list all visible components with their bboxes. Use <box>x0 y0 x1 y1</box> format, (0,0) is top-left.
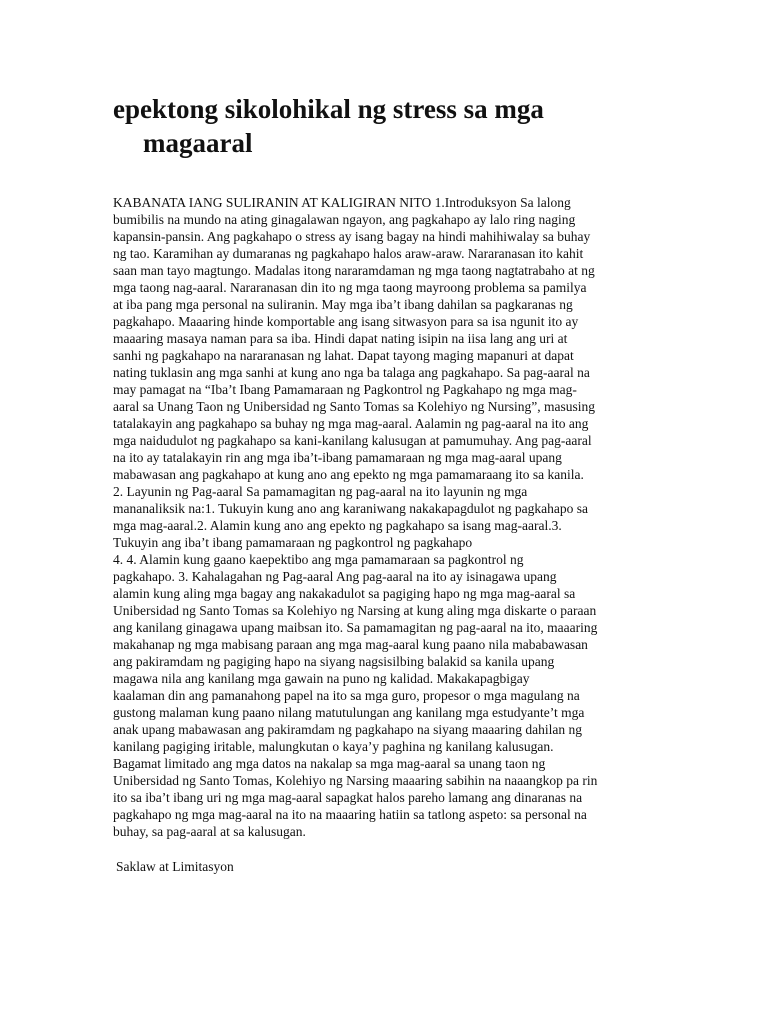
body-line: mga taong nag-aaral. Nararanasan din ito ng mga taong mayroong problema sa pamilya <box>113 280 587 295</box>
body-line: 4. 4. Alamin kung gaano kaepektibo ang mga pamamaraan sa pagkontrol ng <box>113 552 524 567</box>
body-line: sanhi ng pagkahapo na nararanasan ng lahat. Dapat tayong maging mapanuri at dapat <box>113 348 574 363</box>
body-line: Tukuyin ang iba’t ibang pamamaraan ng pagkontrol ng pagkahapo <box>113 535 473 550</box>
body-line: makahanap ng mga mabisang paraan ang mga mag-aaral kung paano nila mababawasan <box>113 637 588 652</box>
body-line: aaral sa Unang Taon ng Unibersidad ng Santo Tomas sa Kolehiyo ng Nursing”, masusing <box>113 399 596 414</box>
body-line: may pamagat na “Iba’t Ibang Pamamaraan ng Pagkontrol ng Pagkahapo ng mga mag- <box>113 382 577 397</box>
body-line: nating tuklasin ang mga sanhi at kung ano nga ba talaga ang pagkahapo. Sa pag-aaral na <box>113 365 590 380</box>
body-line: na ito ay tatalakayin rin ang mga iba’t-ibang pamamaraan ng mga mag-aaral upang <box>113 450 562 465</box>
document-body <box>113 194 658 840</box>
body-line: Unibersidad ng Santo Tomas sa Kolehiyo ng Narsing at kung aling mga diskarte o paraan <box>113 603 597 618</box>
body-line: KABANATA IANG SULIRANIN AT KALIGIRAN NITO 1.Introduksyon Sa lalong <box>113 195 571 210</box>
body-line: 2. Layunin ng Pag-aaral Sa pamamagitan ng pag-aaral na ito layunin ng mga <box>113 484 528 499</box>
body-line: ang pakiramdam ng pagiging hapo na siyang nagsisilbing balakid sa kanila upang <box>113 654 555 669</box>
section-heading: Saklaw at Limitasyon <box>116 859 234 874</box>
body-line: gustong malaman kung paano nilang matutulungan ang kanilang mga estudyante’t mga <box>113 705 585 720</box>
body-line: saan man tayo magtungo. Madalas itong nararamdaman ng mga taong nagtatrabaho at ng <box>113 263 595 278</box>
body-line: magawa nila ang kanilang mga gawain na puno ng kalidad. Makakapagbigay <box>113 671 530 686</box>
body-line: maaaring masaya naman para sa iba. Hindi dapat nating isipin na iisa lang ang uri at <box>113 331 568 346</box>
document-title-line-1: epektong sikolohikal ng stress sa mga <box>113 94 544 124</box>
body-line: kaalaman din ang pamanahong papel na ito sa mga guro, propesor o mga magulang na <box>113 688 580 703</box>
document-title-line-2: magaaral <box>143 128 253 158</box>
body-line: Unibersidad ng Santo Tomas, Kolehiyo ng Narsing maaaring sabihin na naaangkop pa rin <box>113 773 598 788</box>
body-line: mga naidudulot ng pagkahapo sa kani-kanilang kalusugan at pamumuhay. Ang pag-aaral <box>113 433 592 448</box>
body-line: Bagamat limitado ang mga datos na nakalap sa mga mag-aaral sa unang taon ng <box>113 756 546 771</box>
body-line: ng tao. Karamihan ay dumaranas ng pagkahapo halos araw-araw. Nararanasan ito kahit <box>113 246 584 261</box>
document-title <box>113 92 658 160</box>
body-line: ang kanilang ginagawa upang maibsan ito. Sa pamamagitan ng pag-aaral na ito, maaaring <box>113 620 598 635</box>
body-line: kanilang pagiging iritable, malungkutan o kaya’y paghina ng kanilang kalusugan. <box>113 739 554 754</box>
body-line: ito sa iba’t ibang uri ng mga mag-aaral sapagkat halos pareho lamang ang dinaranas na <box>113 790 583 805</box>
body-line: alamin kung aling mga bagay ang nakakadulot sa pagiging hapo ng mga mag-aaral sa <box>113 586 576 601</box>
body-line: pagkahapo. 3. Kahalagahan ng Pag-aaral Ang pag-aaral na ito ay isinagawa upang <box>113 569 557 584</box>
document-page <box>113 92 658 875</box>
body-line: mga mag-aaral.2. Alamin kung ano ang epekto ng pagkahapo sa isang mag-aaral.3. <box>113 518 562 533</box>
body-line: tatalakayin ang pagkahapo sa buhay ng mga mag-aaral. Aalamin ng pag-aaral na ito ang <box>113 416 589 431</box>
body-line: pagkahapo ng mga mag-aaral na ito na maaaring hatiin sa tatlong aspeto: sa personal na <box>113 807 587 822</box>
body-line: mananaliksik na:1. Tukuyin kung ano ang karaniwang nakakapagdulot ng pagkahapo sa <box>113 501 589 516</box>
body-line: at iba pang mga personal na suliranin. May mga iba’t ibang dahilan sa pagkaranas ng <box>113 297 573 312</box>
body-line: buhay, sa pag-aaral at sa kalusugan. <box>113 824 306 839</box>
body-line: anak upang mabawasan ang pakiramdam ng pagkahapo na siyang maaaring dahilan ng <box>113 722 582 737</box>
body-line: kapansin-pansin. Ang pagkahapo o stress ay isang bagay na hindi mahihiwalay sa buhay <box>113 229 591 244</box>
body-line: pagkahapo. Maaaring hinde komportable ang isang sitwasyon para sa isa ngunit ito ay <box>113 314 579 329</box>
body-line: mabawasan ang pagkahapo at kung ano ang epekto ng mga pamamaraang ito sa kanila. <box>113 467 584 482</box>
body-line: bumibilis na mundo na ating ginagalawan ngayon, ang pagkahapo ay lalo ring naging <box>113 212 576 227</box>
